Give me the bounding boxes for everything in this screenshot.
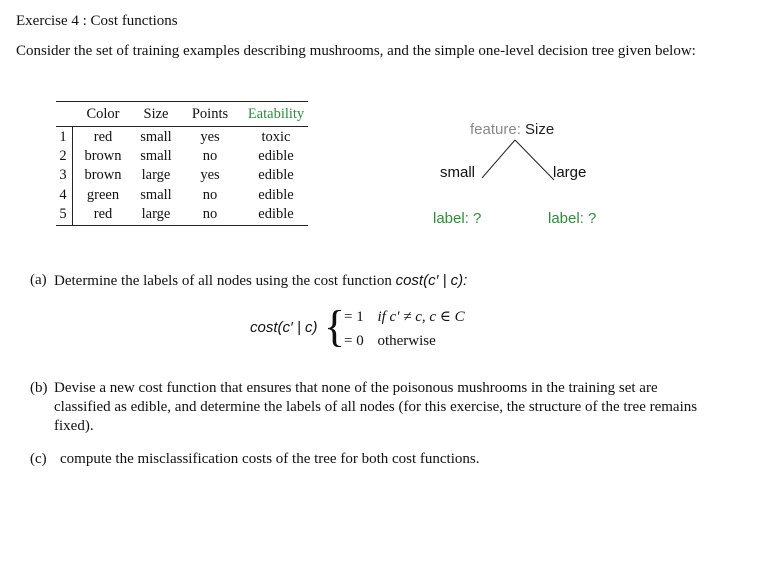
leaf-left: label: ? [433,210,482,227]
question-a-label: (a) [30,272,47,288]
cell-points: yes [200,167,220,183]
header-size: Size [143,106,169,122]
question-b-label: (b) [30,380,48,396]
row-number: 3 [59,167,67,183]
cell-eatability: toxic [261,129,291,145]
exercise-intro: Consider the set of training examples describing mushrooms, and the simple one-level decision tree given below: [16,43,696,59]
row-number: 5 [59,206,67,222]
question-a-body: Determine the labels of all nodes using the cost function [54,273,392,289]
exercise-title: Exercise 4 : Cost functions [16,13,178,29]
cell-eatability: edible [258,148,294,164]
cell-eatability: edible [258,206,294,222]
row-number: 2 [59,148,67,164]
formula-lhs: cost(c′ | c) [250,319,318,336]
formula-brace: { [324,302,346,351]
header-eatability: Eatability [247,106,305,122]
cell-size: small [140,187,172,203]
cell-color: brown [84,148,122,164]
branch-left-label: small [440,164,476,181]
cell-size: small [140,148,172,164]
question-c-label: (c) [30,451,47,467]
cell-eatability: edible [258,167,294,183]
cell-points: no [202,148,218,164]
cell-color: red [93,206,113,222]
cell-color: brown [84,167,122,183]
cell-eatability: edible [258,187,294,203]
cost-function-name: cost(c′ | c): [395,272,468,289]
leaf-right: label: ? [548,210,597,227]
formula-case-1 [344,307,465,326]
root-node [470,121,554,138]
decision-tree [420,115,640,235]
question-b-text: Devise a new cost function that ensures that none of the poisonous mushrooms in the training set are classified as edible, and determine the labels of all nodes (for this exercise, the structure of the tree remains fixed). [54,380,698,434]
cost-formula [250,304,510,354]
row-number: 1 [59,129,67,145]
header-color: Color [86,106,120,122]
feature-prefix: feature: [470,121,521,138]
cell-size: large [141,206,171,222]
case1-condition: if c′ ≠ c, c ∈ C [377,309,465,325]
question-b [30,379,730,439]
question-c [30,450,730,470]
question-a [30,271,730,291]
cell-points: no [202,206,218,222]
training-table [56,101,308,229]
cell-points: yes [200,129,220,145]
question-a-text [54,271,714,291]
cell-color: red [93,129,113,145]
case2-value: = 0 [344,333,364,349]
cell-color: green [86,187,120,203]
row-number: 4 [59,187,67,203]
cell-size: large [141,167,171,183]
cell-points: no [202,187,218,203]
cell-size: small [140,129,172,145]
case1-value: = 1 [344,309,364,325]
formula-case-2 [344,333,436,350]
question-c-text: compute the misclassification costs of the tree for both cost functions. [60,451,480,467]
edge-left [482,140,515,178]
feature-name: Size [525,121,555,138]
header-points: Points [191,106,229,122]
edge-right [515,140,554,180]
branch-right-label: large [553,164,587,181]
case2-condition: otherwise [377,333,436,349]
